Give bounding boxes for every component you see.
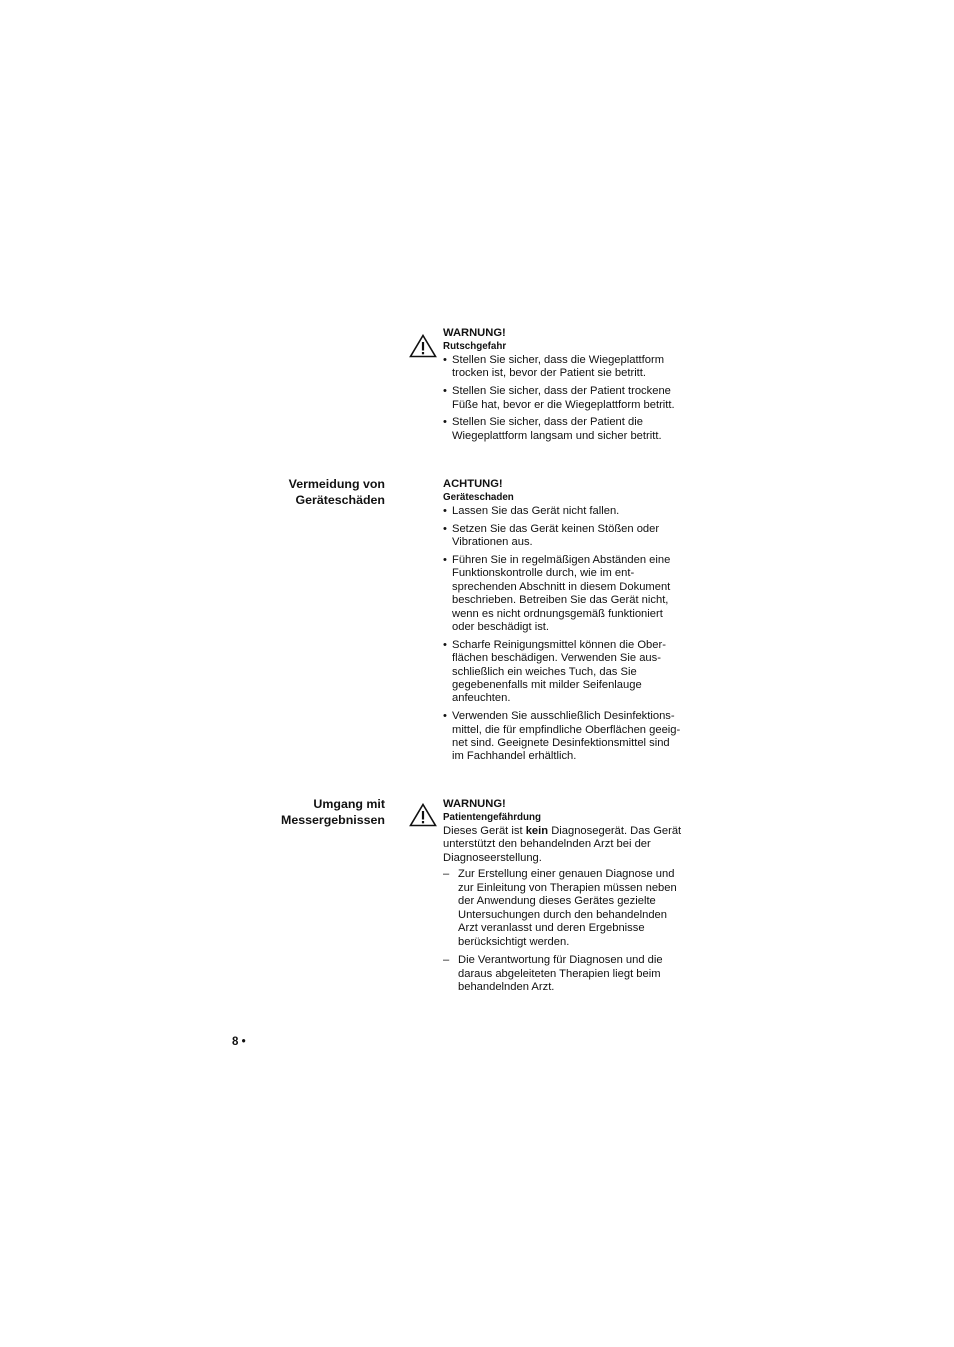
list-item-line: flächen beschädigen. Verwenden Sie aus- [452, 652, 661, 665]
warning-subtitle: Patientengefährdung [443, 812, 541, 823]
list-item-line: • Scharfe Reinigungsmittel können die Ober- [452, 638, 666, 651]
list-item-line: Funktionskontrolle durch, wie im ent- [452, 567, 635, 580]
list-item-line: Vibrationen aus. [452, 536, 533, 549]
list-item-line: berücksichtigt werden. [458, 935, 570, 948]
list-item-line: schließlich ein weiches Tuch, das Sie [452, 665, 637, 678]
list-item-line: oder beschädigt ist. [452, 621, 550, 633]
list-item [443, 505, 698, 518]
list-item-line: trocken ist, bevor der Patient sie betritt. [452, 367, 647, 380]
warning-title: WARNUNG! [443, 798, 506, 810]
section-heading-damage: Vermeidung von Geräteschäden [288, 477, 385, 507]
caution-damage-list [443, 505, 698, 764]
list-item [443, 710, 698, 764]
list-item [443, 868, 698, 949]
list-item-line: Wiegeplattform langsam und sicher betritt. [452, 429, 662, 442]
list-item [443, 639, 698, 706]
warning-slip-block [443, 326, 698, 447]
list-item-line: Untersuchungen durch den behandelnden [458, 908, 668, 921]
list-item-line: daraus abgeleiteten Therapien liegt beim [458, 967, 661, 980]
list-item-line: Füße hat, bevor er die Wiegeplattform betritt. [452, 398, 675, 411]
list-item-line: der Anwendung dieses Gerätes gezielte [458, 895, 656, 908]
list-item [443, 416, 698, 443]
list-item-line: zur Einleitung von Therapien müssen neben [458, 881, 677, 894]
list-item [443, 954, 698, 994]
warning-title: WARNUNG! [443, 327, 506, 339]
warning-intro-text [443, 825, 698, 865]
warning-slip-list [443, 354, 698, 443]
warning-triangle-icon [409, 803, 437, 827]
list-item-line: Arzt veranlasst und deren Ergebnisse [458, 922, 645, 935]
section-heading-results: Umgang mit Messergebnissen [281, 797, 385, 827]
caution-title: ACHTUNG! [443, 478, 503, 490]
list-item-line: behandelnden Arzt. [458, 980, 555, 993]
intro-text: Dieses Gerät ist [443, 825, 526, 837]
intro-line: Diagnoseerstellung. [443, 851, 542, 864]
list-item-line: net sind. Geeignete Desinfektionsmittel sind [452, 737, 670, 749]
list-item-line: beschrieben. Betreiben Sie das Gerät nicht, [452, 594, 669, 607]
warning-subtitle: Rutschgefahr [443, 341, 507, 352]
list-item [443, 385, 698, 412]
caution-subtitle: Geräteschaden [443, 492, 514, 503]
list-item-line: • Stellen Sie sicher, dass der Patient die [452, 416, 643, 429]
warning-results-list [443, 868, 698, 994]
caution-damage-block [443, 477, 698, 768]
list-item [443, 354, 698, 381]
page-number: 8 • [232, 1036, 246, 1048]
list-item-line: • Setzen Sie das Gerät keinen Stößen oder [452, 522, 660, 535]
list-item-line: wenn es nicht ordnungsgemäß funktioniert [452, 607, 663, 620]
list-item-line: • Stellen Sie sicher, dass die Wiegeplattform [452, 354, 665, 366]
list-item-line: mittel, die für empfindliche Oberflächen geeig- [452, 723, 681, 736]
list-item-line: – Die Verantwortung für Diagnosen und die [458, 954, 663, 967]
list-item-line: anfeuchten. [452, 692, 511, 705]
warning-triangle-icon [409, 334, 437, 358]
list-item-line: sprechenden Abschnitt in diesem Dokument [452, 580, 671, 593]
list-item [443, 554, 698, 635]
list-item-line: gegebenenfalls mit milder Seifenlauge [452, 679, 642, 691]
list-item-line: • Verwenden Sie ausschließlich Desinfektions- [452, 710, 675, 723]
intro-line: unterstützt den behandelnden Arzt bei der [443, 838, 651, 851]
list-item-line: • Stellen Sie sicher, dass der Patient trockene [452, 385, 671, 398]
warning-results-block [443, 797, 698, 999]
intro-line [443, 825, 698, 838]
list-item-line: – Zur Erstellung einer genauen Diagnose und [458, 868, 675, 881]
intro-emphasis: kein [525, 825, 549, 837]
intro-text: Diagnosegerät. Das Gerät [548, 825, 682, 837]
list-item-line: im Fachhandel erhältlich. [452, 750, 577, 763]
list-item-line: • Lassen Sie das Gerät nicht fallen. [452, 505, 620, 517]
list-item-line: • Führen Sie in regelmäßigen Abständen eine [452, 553, 671, 566]
list-item [443, 523, 698, 550]
